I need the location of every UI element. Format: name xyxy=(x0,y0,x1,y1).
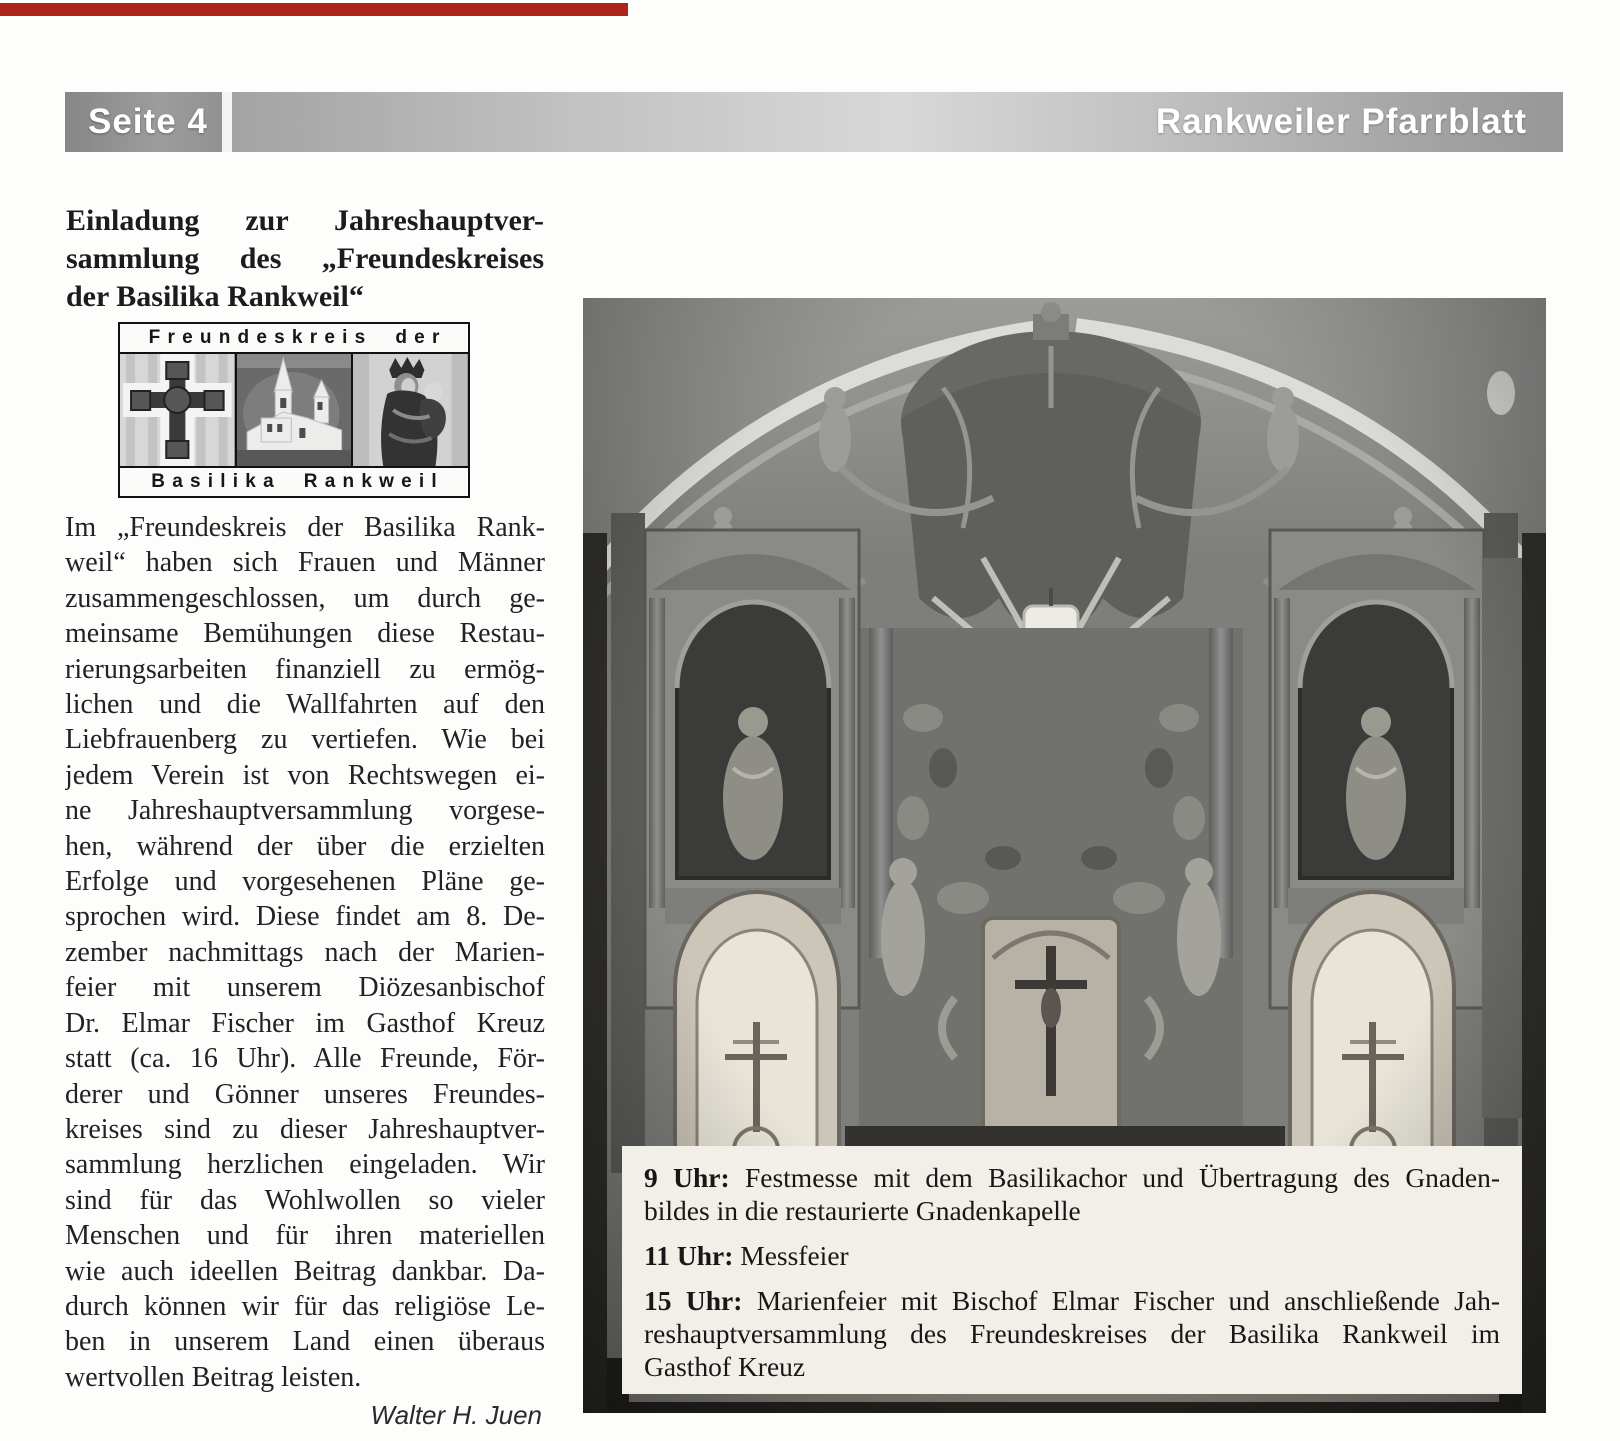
logo-bottom-label: Basilika Rankweil xyxy=(120,466,468,496)
time-label: 15 Uhr: xyxy=(644,1285,743,1316)
schedule-caption-box xyxy=(622,1146,1522,1394)
page-header-bar xyxy=(65,92,1563,152)
text-line: ne Jahreshauptversammlung vorgese- xyxy=(65,795,545,827)
text-line: Im „Freundeskreis der Basilika Rank- xyxy=(65,512,545,543)
schedule-text: Marienfeier mit Bischof Elmar Fischer und anschließende Jah- xyxy=(756,1285,1500,1316)
text-line: Dr. Elmar Fischer im Gasthof Kreuz xyxy=(65,1007,545,1039)
newsletter-title: Rankweiler Pfarrblatt xyxy=(1155,102,1527,141)
schedule-text: Festmesse mit dem Basilikachor und Übertragung des Gnaden- xyxy=(744,1162,1500,1193)
text-line: Einladung zur Jahreshauptver- xyxy=(66,204,544,237)
text-line: lichen und die Wallfahrten auf den xyxy=(65,689,545,721)
cross-icon xyxy=(120,354,235,466)
schedule-line: Gasthof Kreuz xyxy=(644,1351,806,1382)
author-signature: Walter H. Juen xyxy=(370,1400,542,1430)
text-line: der Basilika Rankweil“ xyxy=(66,280,364,313)
text-line: sammlung herzlichen eingeladen. Wir xyxy=(65,1149,545,1181)
page-number-label: Seite 4 xyxy=(88,102,208,141)
schedule-line xyxy=(644,1239,1500,1272)
text-line: derer und Gönner unseres Freundes- xyxy=(65,1078,545,1110)
header-bar-gap xyxy=(222,92,232,152)
time-label: 9 Uhr: xyxy=(644,1162,730,1193)
schedule-line: reshauptversammlung des Freundeskreises der Basilika Rankweil im xyxy=(644,1318,1500,1349)
text-line: sind für das Wohlwollen so vieler xyxy=(65,1184,545,1216)
logo-panels xyxy=(120,354,468,466)
madonna-and-child-icon xyxy=(353,354,468,466)
top-red-strip xyxy=(0,3,628,16)
text-line: weil“ haben sich Frauen und Männer xyxy=(65,547,545,579)
text-line: hen, während der über die erzielten xyxy=(65,830,545,862)
logo-top-label: Freundeskreis der xyxy=(120,324,468,354)
text-line: Liebfrauenberg zu vertiefen. Wie bei xyxy=(65,724,545,756)
text-line: wertvollen Beitrag leisten. xyxy=(65,1361,362,1393)
text-line: rierungsarbeiten finanziell zu ermög- xyxy=(65,653,545,685)
time-label: 11 Uhr: xyxy=(644,1240,734,1271)
text-line: zember nachmittags nach der Marien- xyxy=(65,936,545,968)
schedule-entry-9uhr xyxy=(644,1161,1500,1227)
article-body xyxy=(65,510,545,1395)
schedule-line: bildes in die restaurierte Gnadenkapelle xyxy=(644,1195,1081,1226)
text-line: ben in unserem Land einen überaus xyxy=(65,1326,545,1358)
schedule-line xyxy=(644,1161,1500,1194)
text-line: feier mit unserem Diözesanbischof xyxy=(65,972,545,1004)
text-line: sammlung des „Freundeskreises xyxy=(66,242,544,275)
page-number-badge xyxy=(65,92,222,152)
text-line: meinsame Bemühungen diese Restau- xyxy=(65,618,545,650)
freundeskreis-logo xyxy=(118,322,470,498)
newsletter-title-bar xyxy=(232,92,1563,152)
text-line: Erfolge und vorgesehenen Pläne ge- xyxy=(65,866,545,898)
text-line: sprochen wird. Diese findet am 8. De- xyxy=(65,901,545,933)
schedule-text: Messfeier xyxy=(740,1240,849,1271)
text-line: durch können wir für das religiöse Le- xyxy=(65,1290,545,1322)
text-line: zusammengeschlossen, um durch ge- xyxy=(65,582,545,614)
text-line: kreises sind zu dieser Jahreshauptver- xyxy=(65,1113,545,1145)
text-line: wie auch ideellen Beitrag dankbar. Da- xyxy=(65,1255,545,1287)
text-line: jedem Verein ist von Rechtswegen ei- xyxy=(65,759,545,791)
article-heading xyxy=(66,202,544,316)
text-line: Menschen und für ihren materiellen xyxy=(65,1220,545,1252)
schedule-line xyxy=(644,1284,1500,1317)
schedule-entry-11uhr xyxy=(644,1239,1500,1272)
text-line: statt (ca. 16 Uhr). Alle Freunde, För- xyxy=(65,1043,545,1075)
basilica-church-icon xyxy=(237,354,352,466)
schedule-entry-15uhr xyxy=(644,1284,1500,1383)
